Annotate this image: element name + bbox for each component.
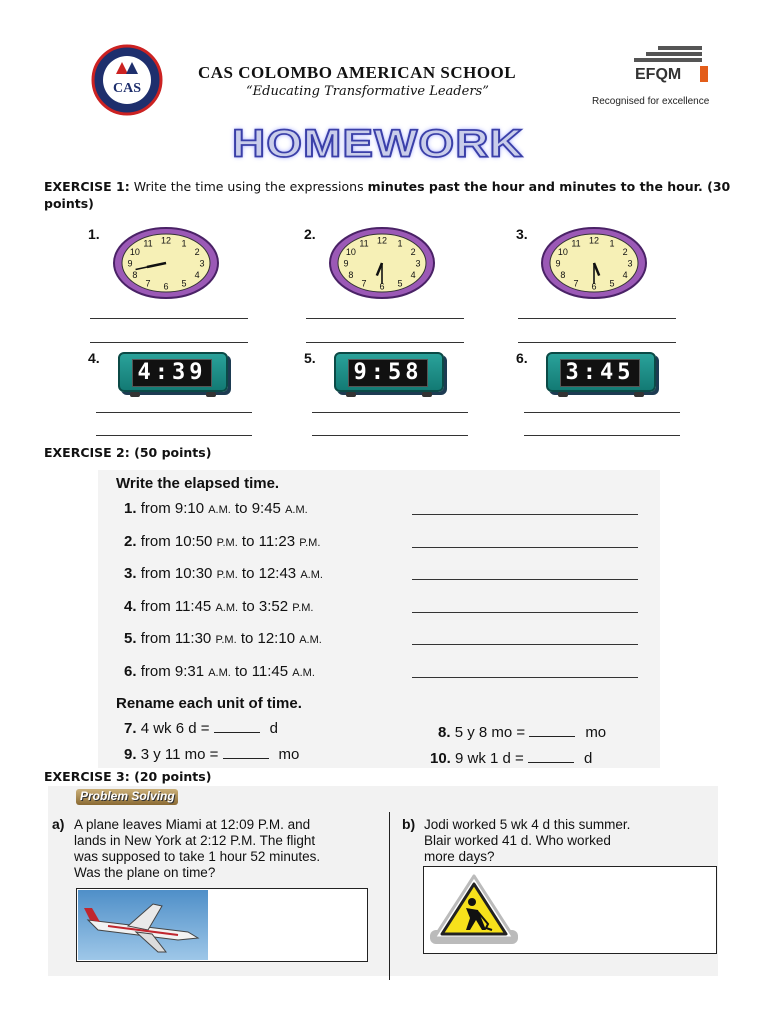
item-number: 3.: [124, 565, 137, 582]
item-from: from 9:31: [140, 662, 209, 680]
item-from: from 10:50: [140, 532, 217, 550]
answer-line[interactable]: [90, 318, 248, 319]
elapsed-time-item: [124, 630, 322, 647]
clock-foot: [634, 392, 644, 397]
exercise1-instructions: [44, 178, 734, 212]
clock-numeral: 5: [181, 278, 187, 289]
clock-numeral: 12: [160, 235, 172, 246]
clock-numeral: 11: [571, 238, 581, 249]
clock-numeral: 6: [163, 281, 169, 292]
clock-numeral: 6: [379, 281, 385, 292]
elapsed-time-item: [124, 533, 320, 550]
exercise3-label: EXERCISE 3: (20 points): [44, 769, 212, 784]
answer-line[interactable]: [96, 412, 252, 413]
clock-number: 6.: [516, 350, 528, 366]
problem-a-line: lands in New York at 2:12 P.M. The flight: [74, 833, 316, 848]
elapsed-time-item: [124, 500, 308, 517]
exercise1-text: Write the time using the expressions: [129, 179, 368, 194]
elapsed-time-item: [124, 663, 315, 680]
clock-numeral: 3: [199, 258, 205, 269]
answer-line[interactable]: [96, 435, 252, 436]
exercise1-text-bold: minutes past the hour and minutes to the hour. (30 points): [44, 179, 731, 211]
clock-numeral: 9: [555, 258, 561, 269]
answer-blank[interactable]: [528, 762, 574, 763]
item-number: 7.: [124, 720, 137, 737]
exercise2-panel: [98, 470, 660, 768]
item-to: to 3:52: [238, 597, 293, 615]
item-to: to 11:23: [237, 532, 300, 550]
answer-line[interactable]: [412, 547, 638, 548]
problem-b-text: [424, 817, 630, 865]
item-from: from 11:45: [140, 597, 216, 615]
problem-a-label: a): [52, 816, 65, 832]
item-to: to 11:45: [230, 662, 293, 680]
clock-foot: [206, 392, 216, 397]
item-to-ampm: P.M.: [292, 601, 314, 614]
item-number: 5.: [124, 630, 137, 647]
clock-numeral: 4: [194, 270, 200, 280]
elapsed-heading: Write the elapsed time.: [116, 475, 280, 492]
clock-number: 1.: [88, 226, 100, 242]
item-number: 2.: [124, 532, 137, 550]
problem-a-line: Was the plane on time?: [74, 865, 216, 880]
clock-numeral: 9: [127, 258, 133, 269]
clock-numeral: 8: [560, 270, 566, 280]
rename-unit: mo: [278, 746, 300, 763]
clock-numeral: 9: [343, 258, 349, 269]
clock-foot: [346, 392, 356, 397]
answer-line[interactable]: [524, 435, 680, 436]
item-from-ampm: P.M.: [215, 634, 237, 646]
clock-numeral: 2: [410, 247, 416, 257]
logo-text: CAS: [113, 81, 142, 96]
digital-clock-icon: [118, 352, 228, 392]
item-number: 4.: [124, 597, 137, 615]
clock-foot: [130, 392, 140, 397]
digital-clock-icon: [334, 352, 444, 392]
clock-numeral: 4: [622, 270, 628, 280]
clock-numeral: 8: [132, 270, 138, 280]
clock-numeral: 10: [345, 247, 356, 257]
rename-unit: d: [269, 720, 278, 737]
page-title: HOMEWORK: [232, 120, 524, 166]
school-motto: “Educating Transformative Leaders”: [246, 84, 489, 99]
answer-line[interactable]: [312, 435, 468, 436]
problem-b-line: Blair worked 41 d. Who worked: [424, 833, 611, 848]
item-from: from 9:10: [140, 500, 209, 517]
rename-expression: 9 wk 1 d =: [455, 750, 528, 767]
clock-number: 2.: [304, 226, 316, 242]
elapsed-time-item: [124, 598, 314, 615]
rename-unit: d: [584, 750, 593, 767]
airplane-image: [78, 890, 208, 960]
answer-line[interactable]: [90, 342, 248, 343]
school-name: CAS COLOMBO AMERICAN SCHOOL: [198, 63, 517, 82]
clock-numeral: 7: [145, 278, 151, 289]
answer-line[interactable]: [518, 342, 676, 343]
answer-line[interactable]: [518, 318, 676, 319]
answer-line[interactable]: [412, 579, 638, 580]
problem-b-line: Jodi worked 5 wk 4 d this summer.: [424, 817, 631, 832]
answer-blank[interactable]: [223, 758, 269, 759]
problem-b-line: more days?: [424, 849, 495, 864]
rename-expression: 4 wk 6 d =: [140, 720, 214, 737]
exercise1-label: EXERCISE 1:: [44, 179, 130, 194]
answer-line[interactable]: [412, 612, 638, 613]
rename-heading: Rename each unit of time.: [116, 695, 302, 712]
exercise2-label: EXERCISE 2: (50 points): [44, 445, 212, 460]
problem-a-line: was supposed to take 1 hour 52 minutes.: [74, 849, 321, 864]
digital-clock-display: 9:58: [348, 359, 428, 387]
clock-numeral: 10: [129, 247, 140, 257]
problem-a-line: A plane leaves Miami at 12:09 P.M. and: [74, 817, 311, 832]
rename-unit: mo: [585, 724, 607, 741]
school-logo: [86, 44, 168, 116]
item-from-ampm: A.M.: [215, 601, 239, 614]
efqm-subtitle: Recognised for excellence: [592, 96, 710, 107]
analog-clock-icon: [326, 226, 438, 300]
problem-b-label: b): [402, 816, 416, 832]
column-divider: [389, 812, 390, 980]
clock-numeral: 4: [410, 270, 416, 280]
analog-clock-icon: [110, 226, 222, 300]
clock-numeral: 1: [609, 238, 615, 249]
clock-numeral: 5: [397, 278, 403, 289]
rename-item: [124, 746, 299, 763]
work-sign-icon: [428, 872, 520, 946]
answer-line[interactable]: [306, 318, 464, 319]
clock-numeral: 7: [361, 278, 367, 289]
item-number: 10.: [430, 750, 451, 767]
clock-numeral: 1: [181, 238, 187, 249]
answer-line[interactable]: [412, 677, 638, 678]
item-from-ampm: P.M.: [216, 536, 238, 549]
item-number: 8.: [438, 724, 451, 741]
clock-number: 4.: [88, 350, 100, 366]
answer-line[interactable]: [306, 342, 464, 343]
clock-number: 3.: [516, 226, 528, 242]
clock-numeral: 3: [415, 258, 421, 269]
badge-text: Problem Solving: [80, 789, 175, 803]
digital-clock-display: 3:45: [560, 359, 640, 387]
answer-line[interactable]: [524, 412, 680, 413]
clock-numeral: 2: [622, 247, 628, 257]
clock-foot: [422, 392, 432, 397]
rename-item: [438, 724, 606, 741]
item-to: to 12:10: [236, 630, 300, 647]
clock-numeral: 12: [376, 235, 388, 246]
answer-blank[interactable]: [214, 732, 260, 733]
problem-a-text: [74, 817, 320, 881]
item-number: 6.: [124, 662, 137, 680]
digital-clock-icon: [546, 352, 656, 392]
answer-line[interactable]: [412, 644, 638, 645]
answer-blank[interactable]: [529, 736, 575, 737]
clock-numeral: 6: [591, 281, 597, 292]
clock-numeral: 10: [557, 247, 568, 257]
item-from: from 10:30: [140, 565, 217, 582]
item-to-ampm: A.M.: [285, 504, 308, 516]
answer-line[interactable]: [312, 412, 468, 413]
clock-numeral: 11: [143, 238, 153, 249]
clock-numeral: 2: [194, 247, 200, 257]
rename-item: [124, 720, 278, 737]
item-to: to 12:43: [237, 565, 301, 582]
item-number: 9.: [124, 746, 137, 763]
clock-numeral: 11: [359, 238, 369, 249]
efqm-text: EFQM: [635, 66, 682, 83]
item-from-ampm: A.M.: [208, 666, 231, 679]
item-to-ampm: A.M.: [292, 666, 315, 679]
clock-numeral: 5: [609, 278, 615, 289]
item-from: from 11:30: [140, 630, 216, 647]
problem-solving-badge: [76, 789, 178, 805]
clock-numeral: 7: [573, 278, 579, 289]
clock-numeral: 8: [348, 270, 354, 280]
elapsed-time-item: [124, 565, 323, 582]
clock-numeral: 12: [588, 235, 600, 246]
item-from-ampm: P.M.: [216, 569, 238, 581]
rename-item: [430, 750, 592, 767]
item-to-ampm: A.M.: [300, 569, 323, 581]
clock-foot: [558, 392, 568, 397]
item-to-ampm: A.M.: [299, 634, 322, 646]
digital-clock-display: 4:39: [132, 359, 212, 387]
rename-expression: 5 y 8 mo =: [454, 724, 530, 741]
item-number: 1.: [124, 500, 137, 517]
item-from-ampm: A.M.: [208, 504, 231, 516]
item-to: to 9:45: [230, 500, 286, 517]
clock-number: 5.: [304, 350, 316, 366]
rename-expression: 3 y 11 mo =: [140, 746, 223, 763]
item-to-ampm: P.M.: [299, 536, 321, 549]
clock-numeral: 1: [397, 238, 403, 249]
analog-clock-icon: [538, 226, 650, 300]
answer-line[interactable]: [412, 514, 638, 515]
clock-numeral: 3: [627, 258, 633, 269]
